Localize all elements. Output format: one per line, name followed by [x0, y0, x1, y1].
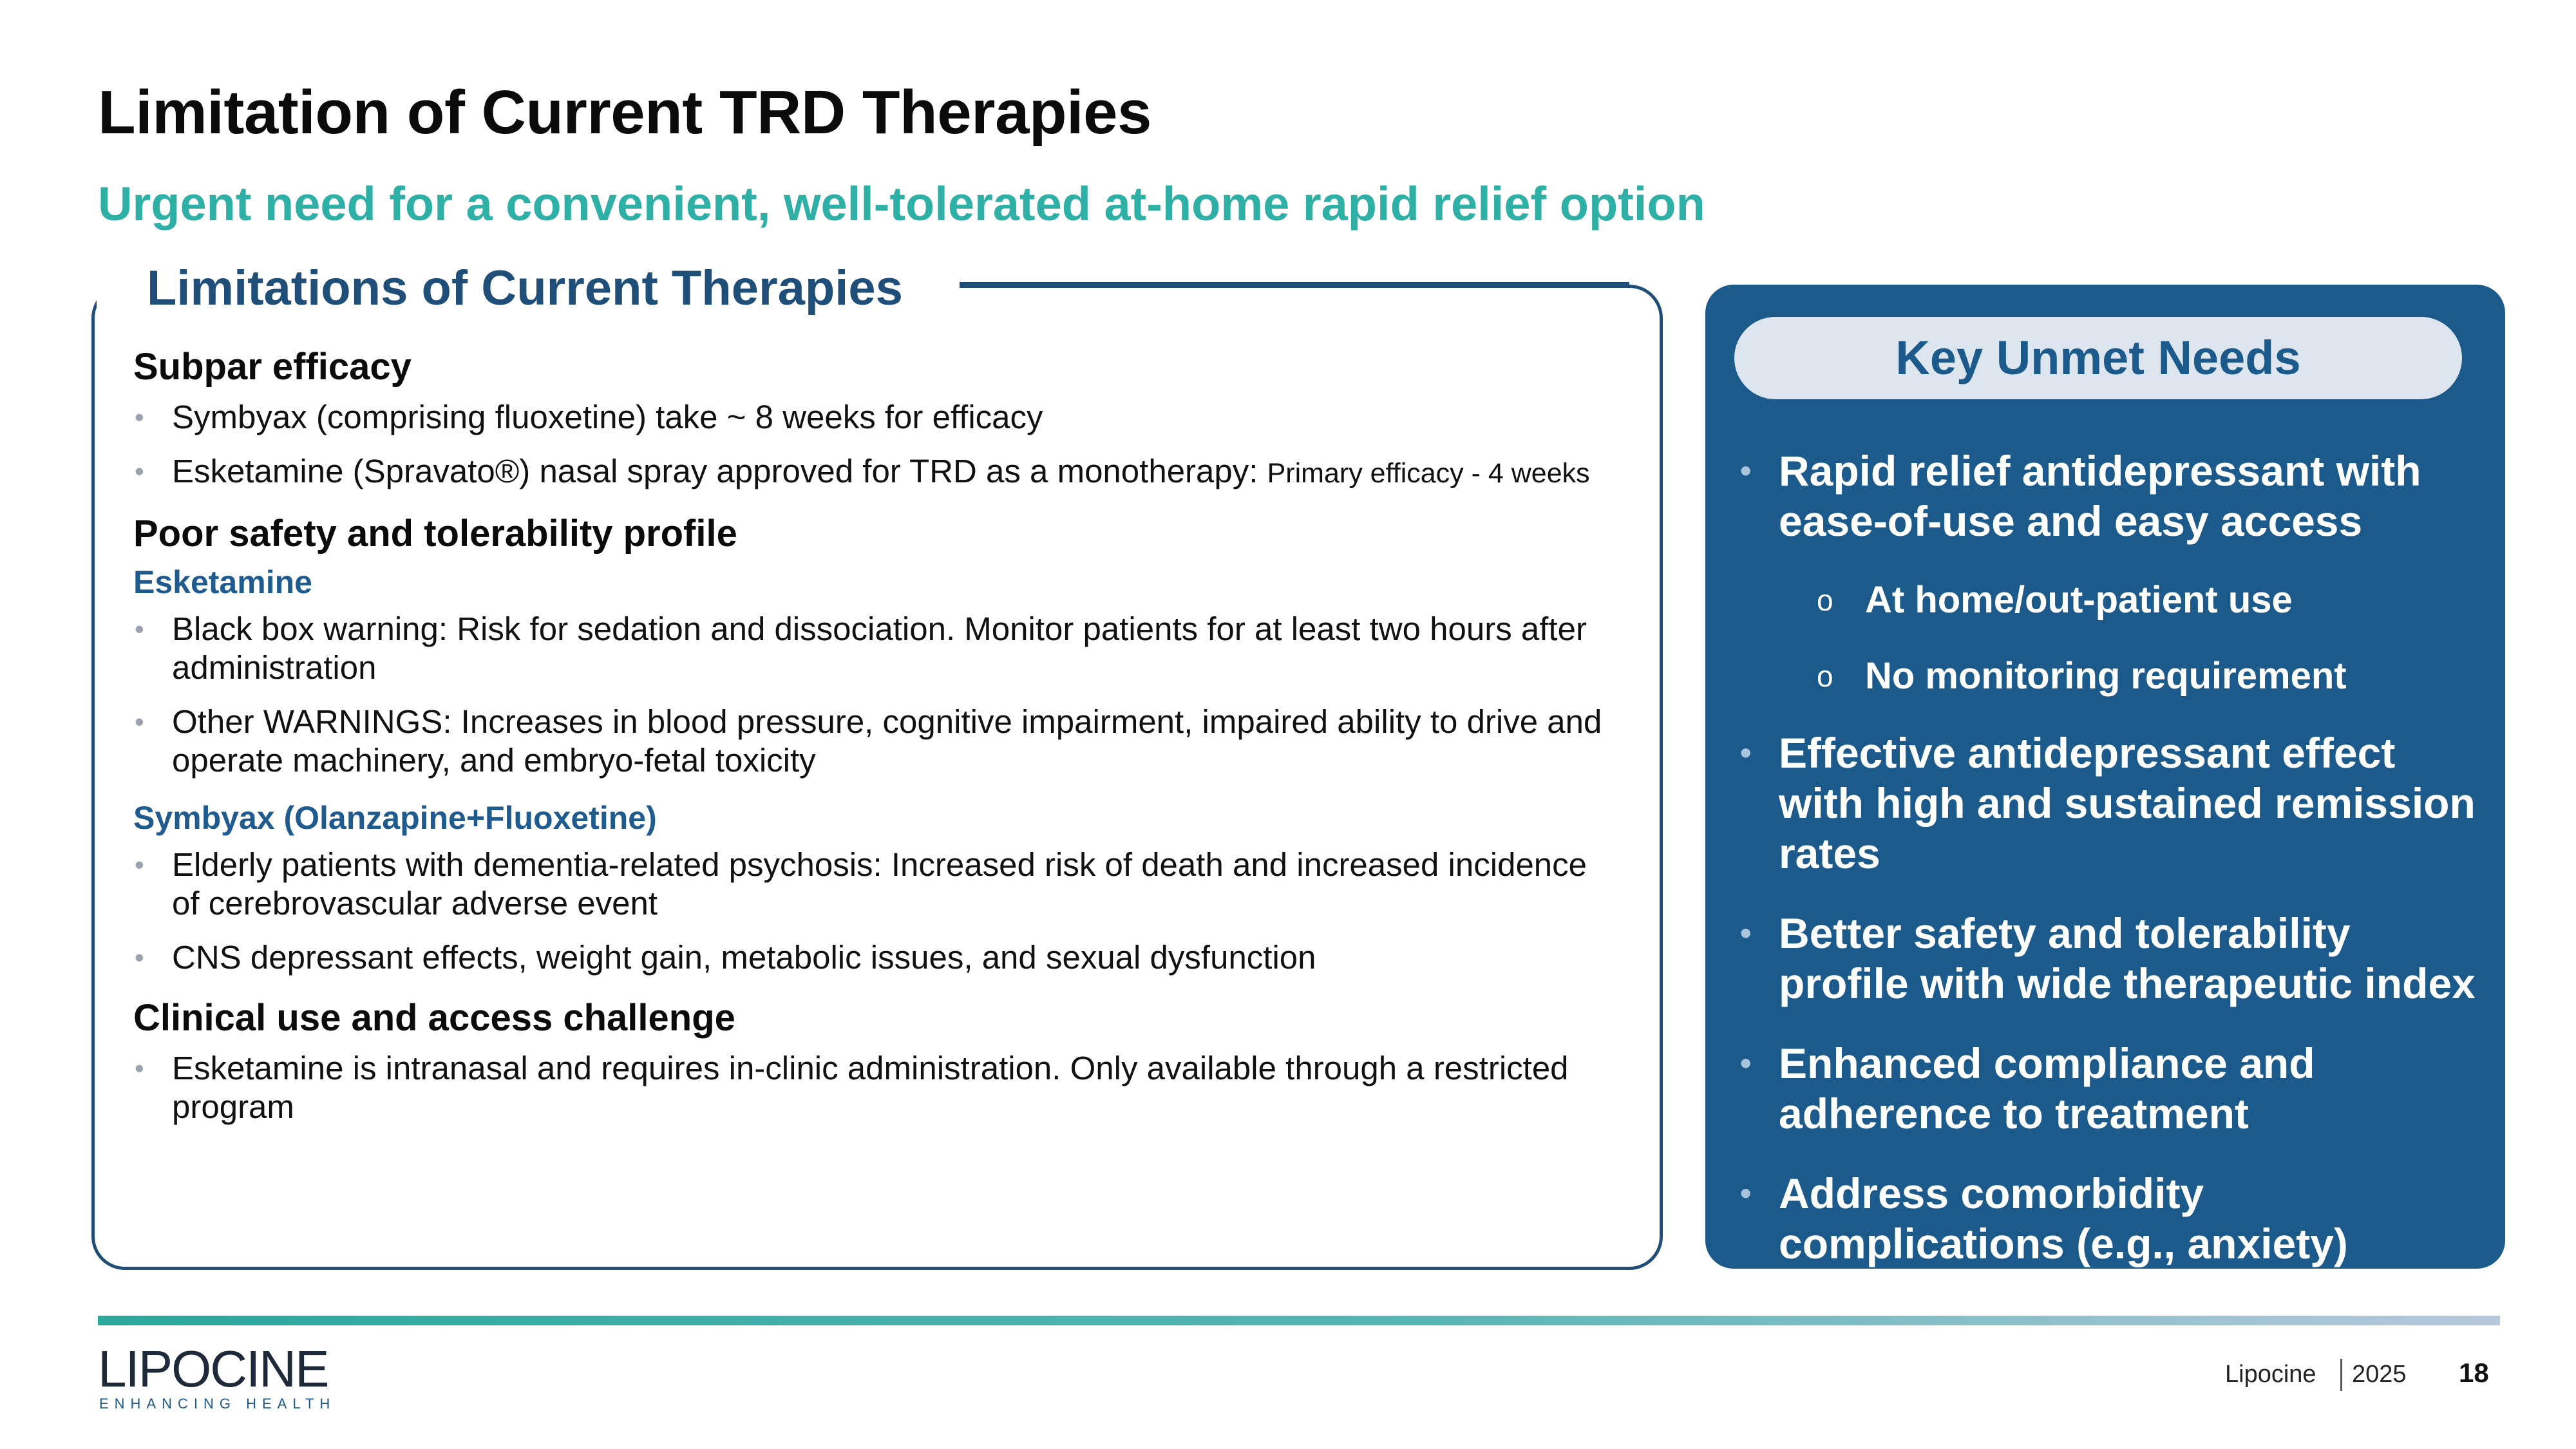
- list-item: • Enhanced compliance and adherence to treatment: [1740, 1039, 2315, 1137]
- list-item: • Elderly patients with dementia-related psychosis: Increased risk of death and increased incidence of cerebrovascular adverse event: [135, 846, 1587, 922]
- unmet-needs-heading: Key Unmet Needs: [1734, 317, 2462, 399]
- list-item: • Rapid relief antidepressant with ease-of-use and easy access: [1740, 447, 2421, 545]
- bullet-icon: •: [1740, 453, 1752, 489]
- subsection-esketamine: Esketamine: [133, 564, 312, 600]
- bullet-icon: •: [135, 456, 144, 486]
- lipocine-logo: [98, 1343, 355, 1414]
- list-item: • CNS depressant effects, weight gain, metabolic issues, and sexual dysfunction: [135, 939, 1316, 976]
- list-item: • Address comorbidity complications (e.g., anxiety): [1740, 1170, 2348, 1267]
- bullet-icon: •: [1740, 1175, 1752, 1211]
- heading-rule: [960, 282, 1629, 285]
- unmet-needs-panel: [1705, 285, 2505, 1269]
- list-item: • Black box warning: Risk for sedation and dissociation. Monitor patients for at least two hours after administration: [135, 611, 1587, 686]
- list-item: • Effective antidepressant effect with high and sustained remission rates: [1740, 729, 2476, 877]
- section-title-efficacy: Subpar efficacy: [133, 346, 412, 388]
- efficacy-list: [133, 398, 1615, 493]
- bullet-icon: •: [135, 706, 144, 737]
- page-number: 18: [2459, 1358, 2489, 1388]
- access-list: [133, 1049, 1615, 1126]
- list-item: • Esketamine (Spravato®) nasal spray approved for TRD as a monotherapy: Primary efficacy - 4 weeks: [135, 453, 1590, 489]
- logo-mark: [98, 1343, 355, 1414]
- bullet-icon: •: [135, 614, 144, 644]
- bullet-icon: •: [135, 402, 144, 432]
- symbyax-list: [133, 846, 1615, 977]
- footer-gradient-bar: [98, 1316, 2500, 1325]
- bullet-icon: •: [1740, 1045, 1752, 1081]
- limitations-content: [133, 341, 1615, 1142]
- bullet-icon: •: [135, 849, 144, 880]
- esketamine-list: [133, 610, 1615, 780]
- sub-list-item: o At home/out-patient use: [1736, 576, 2490, 625]
- unmet-needs-list: [1736, 446, 2490, 1298]
- list-item: • Esketamine is intranasal and requires in-clinic administration. Only available through a restricted program: [135, 1050, 1569, 1125]
- efficacy-note: Primary efficacy - 4 weeks: [1267, 458, 1590, 489]
- circle-bullet-icon: o: [1817, 659, 1833, 693]
- bullet-icon: •: [1740, 735, 1752, 771]
- logo-tagline: ENHANCING HEALTH: [99, 1396, 336, 1412]
- bullet-icon: •: [135, 942, 144, 972]
- sub-list-item: o No monitoring requirement: [1736, 652, 2490, 701]
- logo-wordmark: LIPOCINE: [98, 1343, 328, 1397]
- bullet-icon: •: [135, 1053, 144, 1083]
- section-title-safety: Poor safety and tolerability profile: [133, 513, 737, 554]
- limitations-heading: Limitations of Current Therapies: [147, 261, 903, 316]
- circle-bullet-icon: o: [1817, 583, 1833, 617]
- footer-year: 2025: [2352, 1361, 2407, 1388]
- bullet-icon: •: [1740, 915, 1752, 951]
- list-item: • Better safety and tolerability profile with wide therapeutic index: [1740, 909, 2476, 1007]
- slide-subtitle: Urgent need for a convenient, well-tolerated at-home rapid relief option: [98, 177, 1705, 231]
- list-item: • Symbyax (comprising fluoxetine) take ~ 8 weeks for efficacy: [135, 399, 1043, 435]
- list-item: • Other WARNINGS: Increases in blood pressure, cognitive impairment, impaired ability to drive and operate machinery, and embryo-fetal toxicity: [135, 703, 1602, 779]
- subsection-symbyax: Symbyax (Olanzapine+Fluoxetine): [133, 800, 657, 836]
- footer-divider: [2340, 1359, 2342, 1391]
- footer-company: Lipocine: [2225, 1361, 2316, 1388]
- slide-title: Limitation of Current TRD Therapies: [98, 78, 1151, 147]
- section-title-access: Clinical use and access challenge: [133, 997, 735, 1039]
